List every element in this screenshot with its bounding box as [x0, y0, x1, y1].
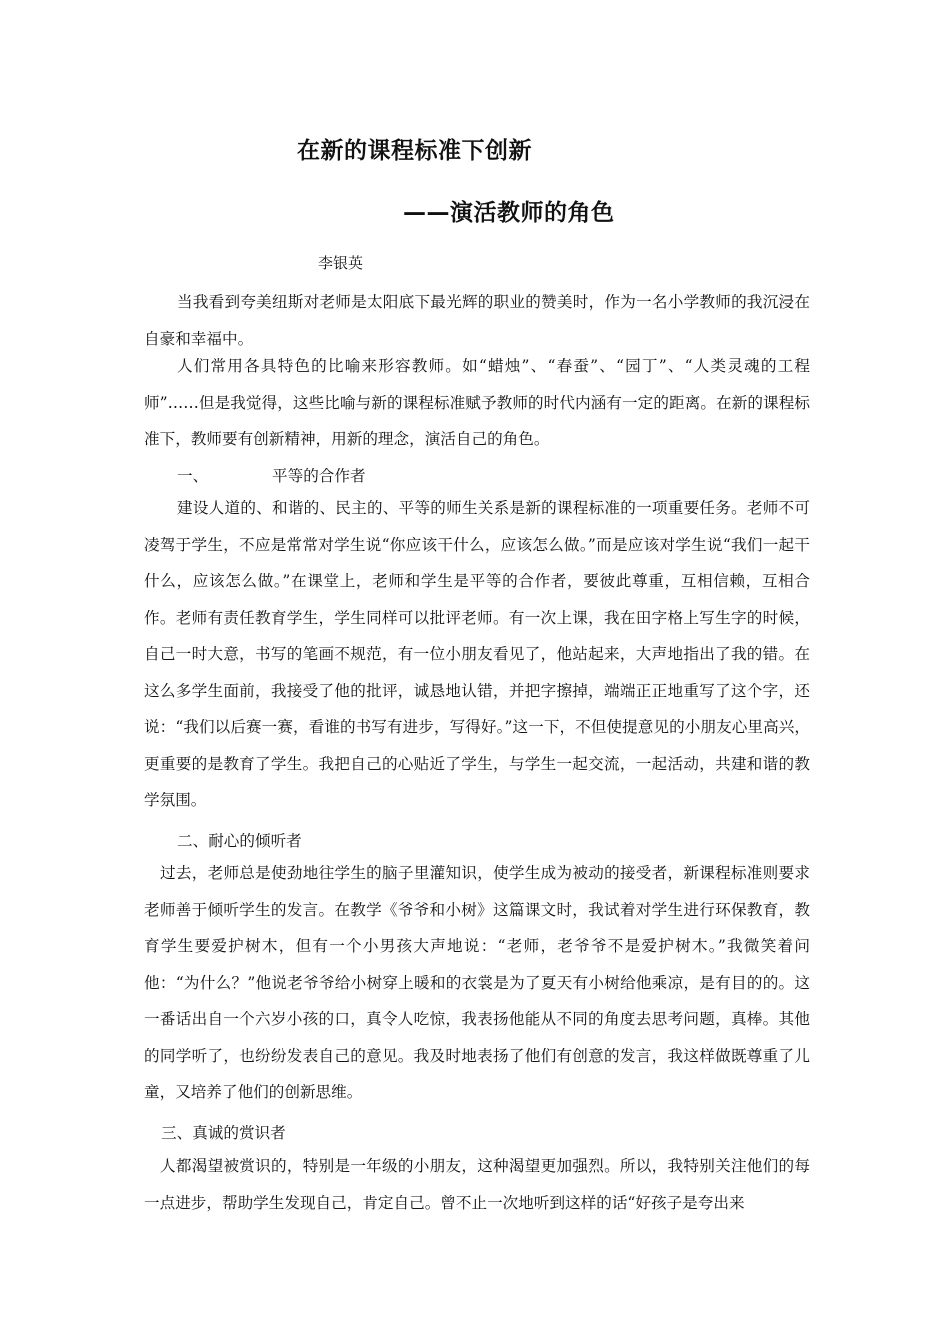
author-name: 李银英 [318, 254, 364, 272]
paragraph-metaphors: 人们常用各具特色的比喻来形容教师。如“蜡烛”、“春蚕”、“园丁”、“人类灵魂的工程师”……但是我觉得，这些比喻与新的课程标准赋予教师的时代内涵有一定的距离。在新的课程标准下，教师要有创新精神，用新的理念，演活自己的角色。 [144, 357, 810, 448]
paragraph-equal-partner: 建设人道的、和谐的、民主的、平等的师生关系是新的课程标准的一项重要任务。老师不可凌驾于学生，不应是常常对学生说“你应该干什么，应该怎么做。”而是应该对学生说“我们一起干什么，应该怎么做。”在课堂上，老师和学生是平等的合作者，要彼此尊重，互相信赖，互相合作。老师有责任教育学生，学生同样可以批评老师。有一次上课，我在田字格上写生字的时候，自己一时大意，书写的笔画不规范，有一位小朋友看见了，他站起来，大声地指出了我的错。在这么多学生面前，我接受了他的批评，诚恳地认错，并把字擦掉，端端正正地重写了这个字，还说：“我们以后赛一赛，看谁的书写有进步，写得好。”这一下，不但使提意见的小朋友心里高兴，更重要的是教育了学生。我把自己的心贴近了学生，与学生一起交流，一起活动，共建和谐的教学氛围。 [144, 499, 810, 809]
document-subtitle: ——演活教师的角色 [403, 200, 615, 226]
paragraph-intro: 当我看到夸美纽斯对老师是太阳底下最光辉的职业的赞美时，作为一名小学教师的我沉浸在自豪和幸福中。 [144, 293, 810, 348]
document-title: 在新的课程标准下创新 [297, 138, 532, 164]
section-heading-3: 三、真诚的赏识者 [161, 1124, 286, 1142]
section-heading-2: 二、耐心的倾听者 [177, 832, 302, 850]
section-number-1: 一、 [177, 467, 209, 485]
paragraph-patient-listener: 过去，老师总是使劲地往学生的脑子里灌知识，使学生成为被动的接受者，新课程标准则要求老师善于倾听学生的发言。在教学《爷爷和小树》这篇课文时，我试着对学生进行环保教育，教育学生要爱护树木，但有一个小男孩大声地说：“老师，老爷爷不是爱护树木。”我微笑着问他：“为什么？”他说老爷爷给小树穿上暖和的衣裳是为了夏天有小树给他乘凉，是有目的的。这一番话出自一个六岁小孩的口，真令人吃惊，我表扬他能从不同的角度去思考问题，真棒。其他的同学听了，也纷纷发表自己的意见。我及时地表扬了他们有创意的发言，我这样做既尊重了儿童，又培养了他们的创新思维。 [144, 864, 810, 1101]
paragraph-sincere-appreciator: 人都渴望被赏识的，特别是一年级的小朋友，这种渴望更加强烈。所以，我特别关注他们的每一点进步，帮助学生发现自己，肯定自己。曾不止一次地听到这样的话“好孩子是夸出来 [144, 1157, 810, 1212]
section-label-1: 平等的合作者 [272, 467, 366, 485]
section-heading-1 [177, 465, 366, 487]
